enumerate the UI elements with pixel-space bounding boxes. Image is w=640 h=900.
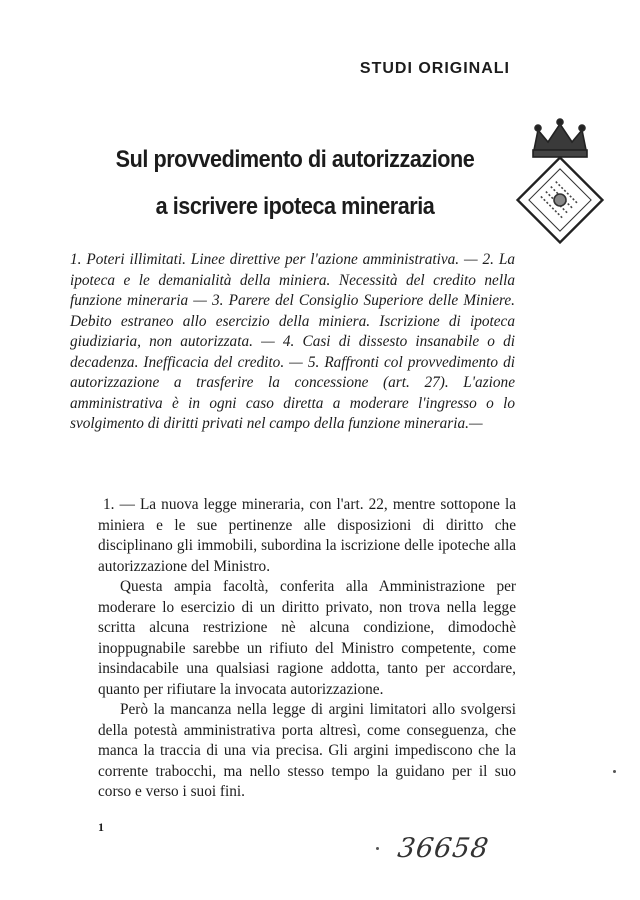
article-title-line-1: Sul provvedimento di autorizzazione: [115, 146, 475, 173]
article-title-line-2: a iscrivere ipoteca mineraria: [155, 193, 435, 220]
section-header: STUDI ORIGINALI: [359, 60, 510, 77]
article-summary: 1. Poteri illimitati. Linee direttive per l'azione amministrativa. — 2. La ipoteca e le demanialità della miniera. Necessità del credito nella funzione mineraria — 3. Parere del Consiglio Superiore delle Miniere. Debito estraneo allo esercizio della miniera. Iscrizione di ipoteca giudiziaria, non autorizzata. — 4. Casi di dissesto insanabile o di decadenza. Inefficacia del credito. — 5. Raffronti col provvedimento di autorizzazione a trasferire la concessione (art. 27). L'azione amministrativa è in ogni caso diretta a moderare l'ingresso o lo svolgimento di diritti privati nel campo della funzione mineraria.—: [70, 251, 515, 432]
body-paragraph-1: 1. — La nuova legge mineraria, con l'art. 22, mentre sottopone la miniera e le sue pertinenze alle disposizioni di diritto che disciplinano gli immobili, subordina la iscrizione delle ipoteche alla autorizzazione del Ministro.: [98, 496, 516, 575]
page-number: 1: [98, 820, 104, 834]
library-stamp-icon: [506, 112, 614, 247]
body-paragraph-3: Però la mancanza nella legge di argini limitatori allo svolgersi della potestà amministrativa porta altresì, come conseguenza, che manca la traccia di una via precisa. Gli argini impediscono che la corrente trabocchi, ma nello stesso tempo la guidano per il suo corso e verso i suoi fini.: [98, 701, 516, 800]
stray-mark: [613, 770, 616, 773]
body-paragraph-2: Questa ampia facoltà, conferita alla Amministrazione per moderare lo esercizio di un diritto privato, non trova nella legge scritta alcuna restrizione nè alcuna condizione, dimodochè inoppugnabile sarebbe un rifiuto del Ministro competente, come insindacabile una qualsiasi ragione addotta, tanto per accordare, quanto per rifiutare la invocata autorizzazione.: [98, 578, 516, 698]
stray-mark: [376, 847, 379, 850]
article-body: [98, 495, 516, 803]
handwritten-inventory-number: 36658: [395, 833, 492, 864]
